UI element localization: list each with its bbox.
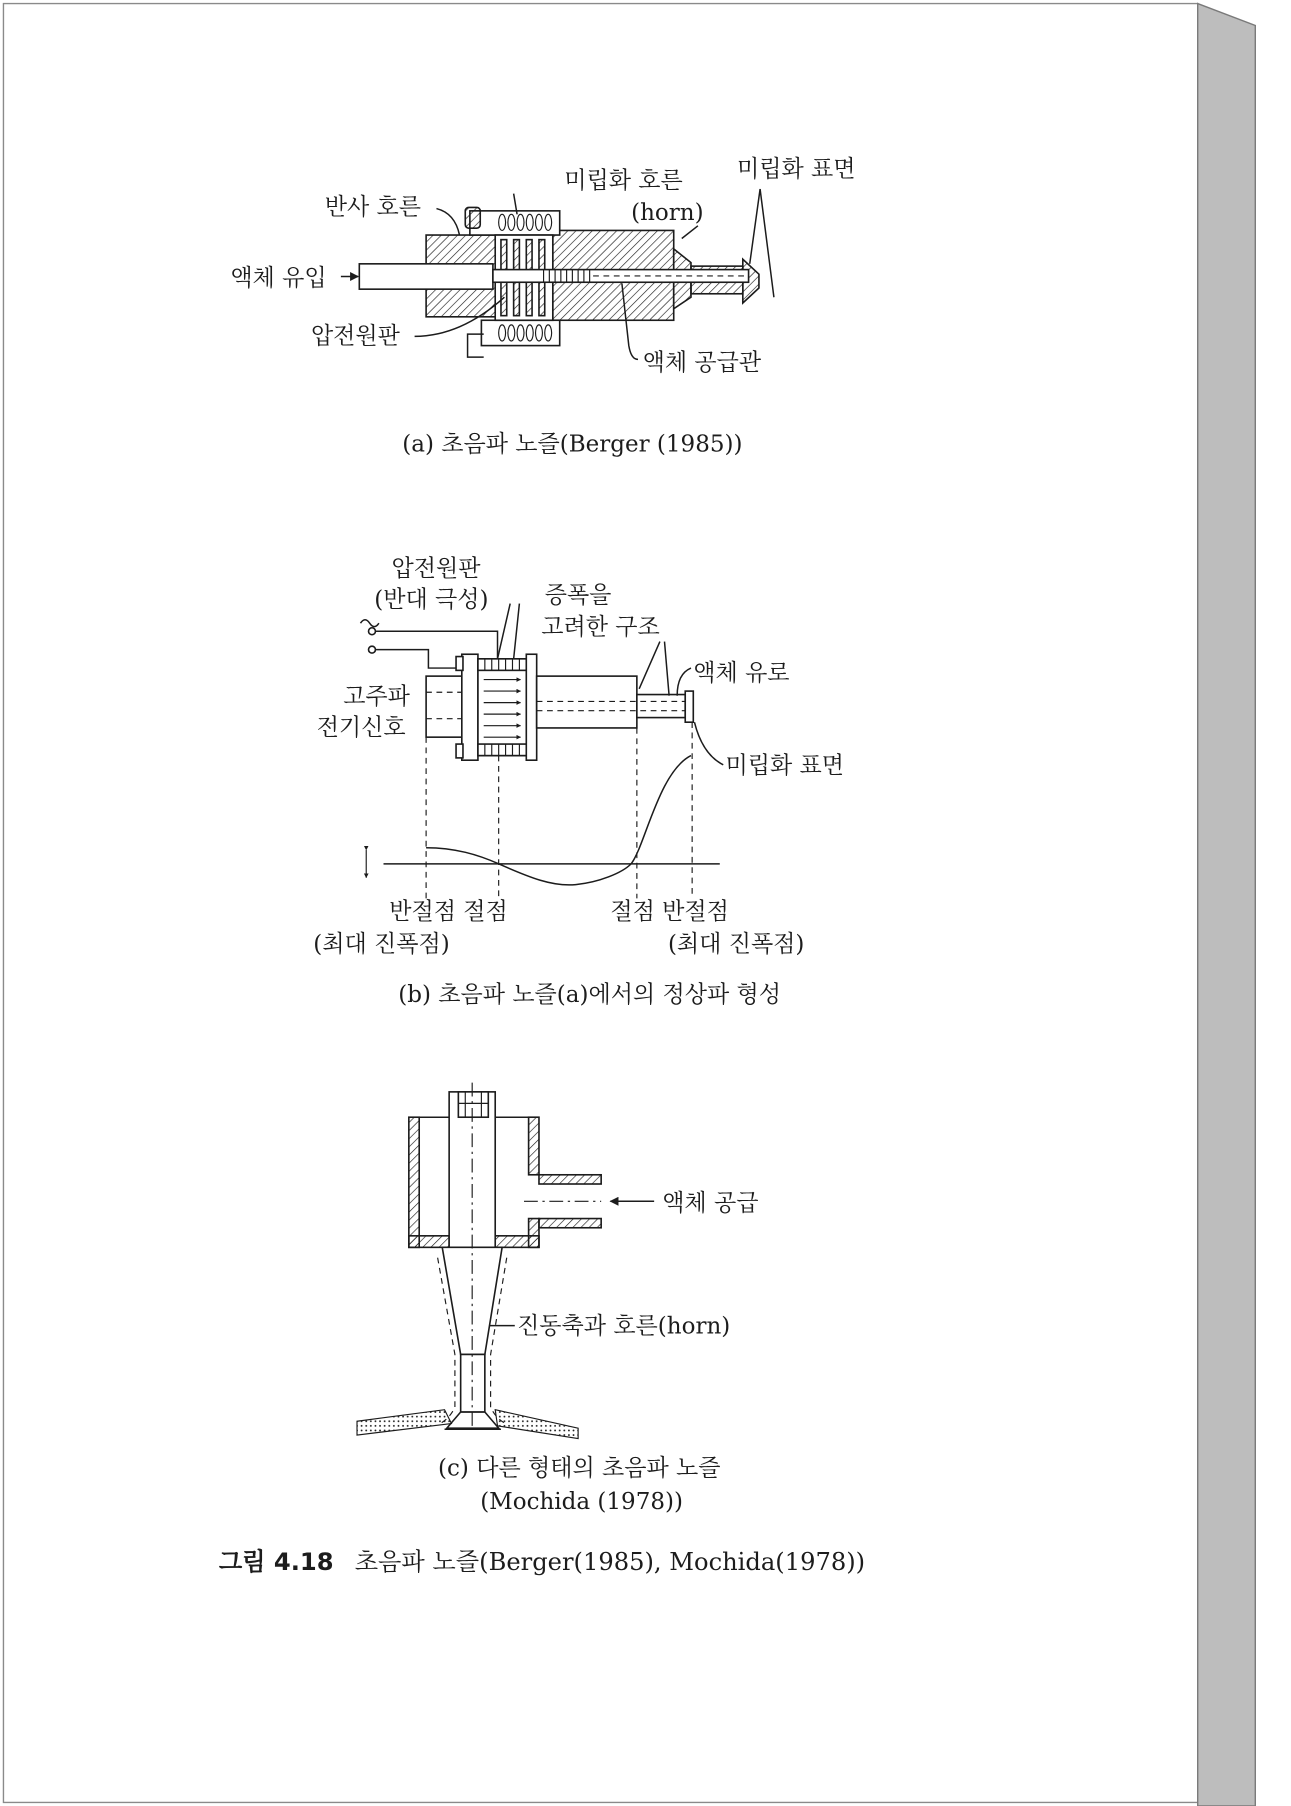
label-vibration-shaft: 진동축과 호른(horn) — [517, 1313, 731, 1340]
bolt-head-top — [456, 657, 463, 671]
label-left-points-note: (최대 진폭점) — [313, 931, 450, 958]
inlet-pipe-top-wall — [539, 1175, 601, 1184]
terminal-bottom — [369, 646, 376, 653]
label-hf-2: 전기신호 — [316, 714, 406, 741]
label-atomizing-horn: 미립화 호른 — [564, 167, 683, 194]
caption-b: (b) 초음파 노즐(a)에서의 정상파 형성 — [398, 982, 781, 1009]
figure-title: 초음파 노즐(Berger(1985), Mochida(1978)) — [354, 1547, 866, 1576]
label-piezo-disc: 압전원판 — [310, 323, 400, 350]
bolt-head — [465, 207, 480, 228]
horn-rod — [637, 695, 685, 718]
inlet-pipe-bottom-wall — [539, 1219, 601, 1228]
label-reflecting-horn: 반사 호른 — [324, 194, 422, 221]
figure-number: 그림 4.18 — [218, 1547, 334, 1576]
bolt-head-bottom — [456, 744, 463, 758]
label-liquid-inlet: 액체 유입 — [230, 265, 327, 292]
label-amplification-2: 고려한 구조 — [541, 614, 660, 641]
label-liquid-channel: 액체 유로 — [693, 660, 790, 687]
housing-floor-right — [495, 1236, 539, 1248]
figure-caption — [219, 1548, 865, 1576]
label-liquid-supply: 액체 공급 — [662, 1190, 759, 1217]
shaft-cap — [458, 1092, 488, 1117]
right-plate — [526, 654, 536, 760]
atomizing-surface-plate — [685, 691, 693, 722]
caption-c-line1: (c) 다른 형태의 초음파 노즐 — [438, 1455, 721, 1482]
label-horn-en: (horn) — [631, 200, 704, 227]
book-page-edge — [1198, 4, 1256, 1806]
label-amplification-1: 증폭을 — [544, 582, 612, 609]
housing-left-wall — [409, 1117, 419, 1247]
piezo-disc-stack — [478, 659, 526, 756]
label-right-points-note: (최대 진폭점) — [667, 931, 805, 958]
caption-a: (a) 초음파 노즐(Berger (1985)) — [402, 431, 743, 458]
liquid-inlet-tube — [359, 264, 493, 289]
terminal-top — [369, 628, 376, 635]
label-piezo-disc-b: 압전원판 — [391, 555, 481, 582]
housing-right-wall-upper — [529, 1117, 539, 1175]
label-left-points: 반절점 절점 — [389, 899, 508, 926]
label-right-points: 절점 반절점 — [610, 899, 729, 926]
left-plate — [462, 654, 478, 760]
backing-block — [426, 676, 462, 737]
label-liquid-supply-tube: 액체 공급관 — [642, 349, 762, 376]
housing-floor-left — [409, 1236, 449, 1248]
caption-c-line2: (Mochida (1978)) — [480, 1488, 683, 1515]
label-atomizing-surface: 미립화 표면 — [737, 156, 856, 183]
label-atomizing-surface-b: 미립화 표면 — [725, 752, 845, 779]
label-hf-1: 고주파 — [343, 683, 410, 710]
lower-flange — [481, 320, 559, 345]
label-opposite-polarity: (반대 극성) — [374, 587, 489, 614]
